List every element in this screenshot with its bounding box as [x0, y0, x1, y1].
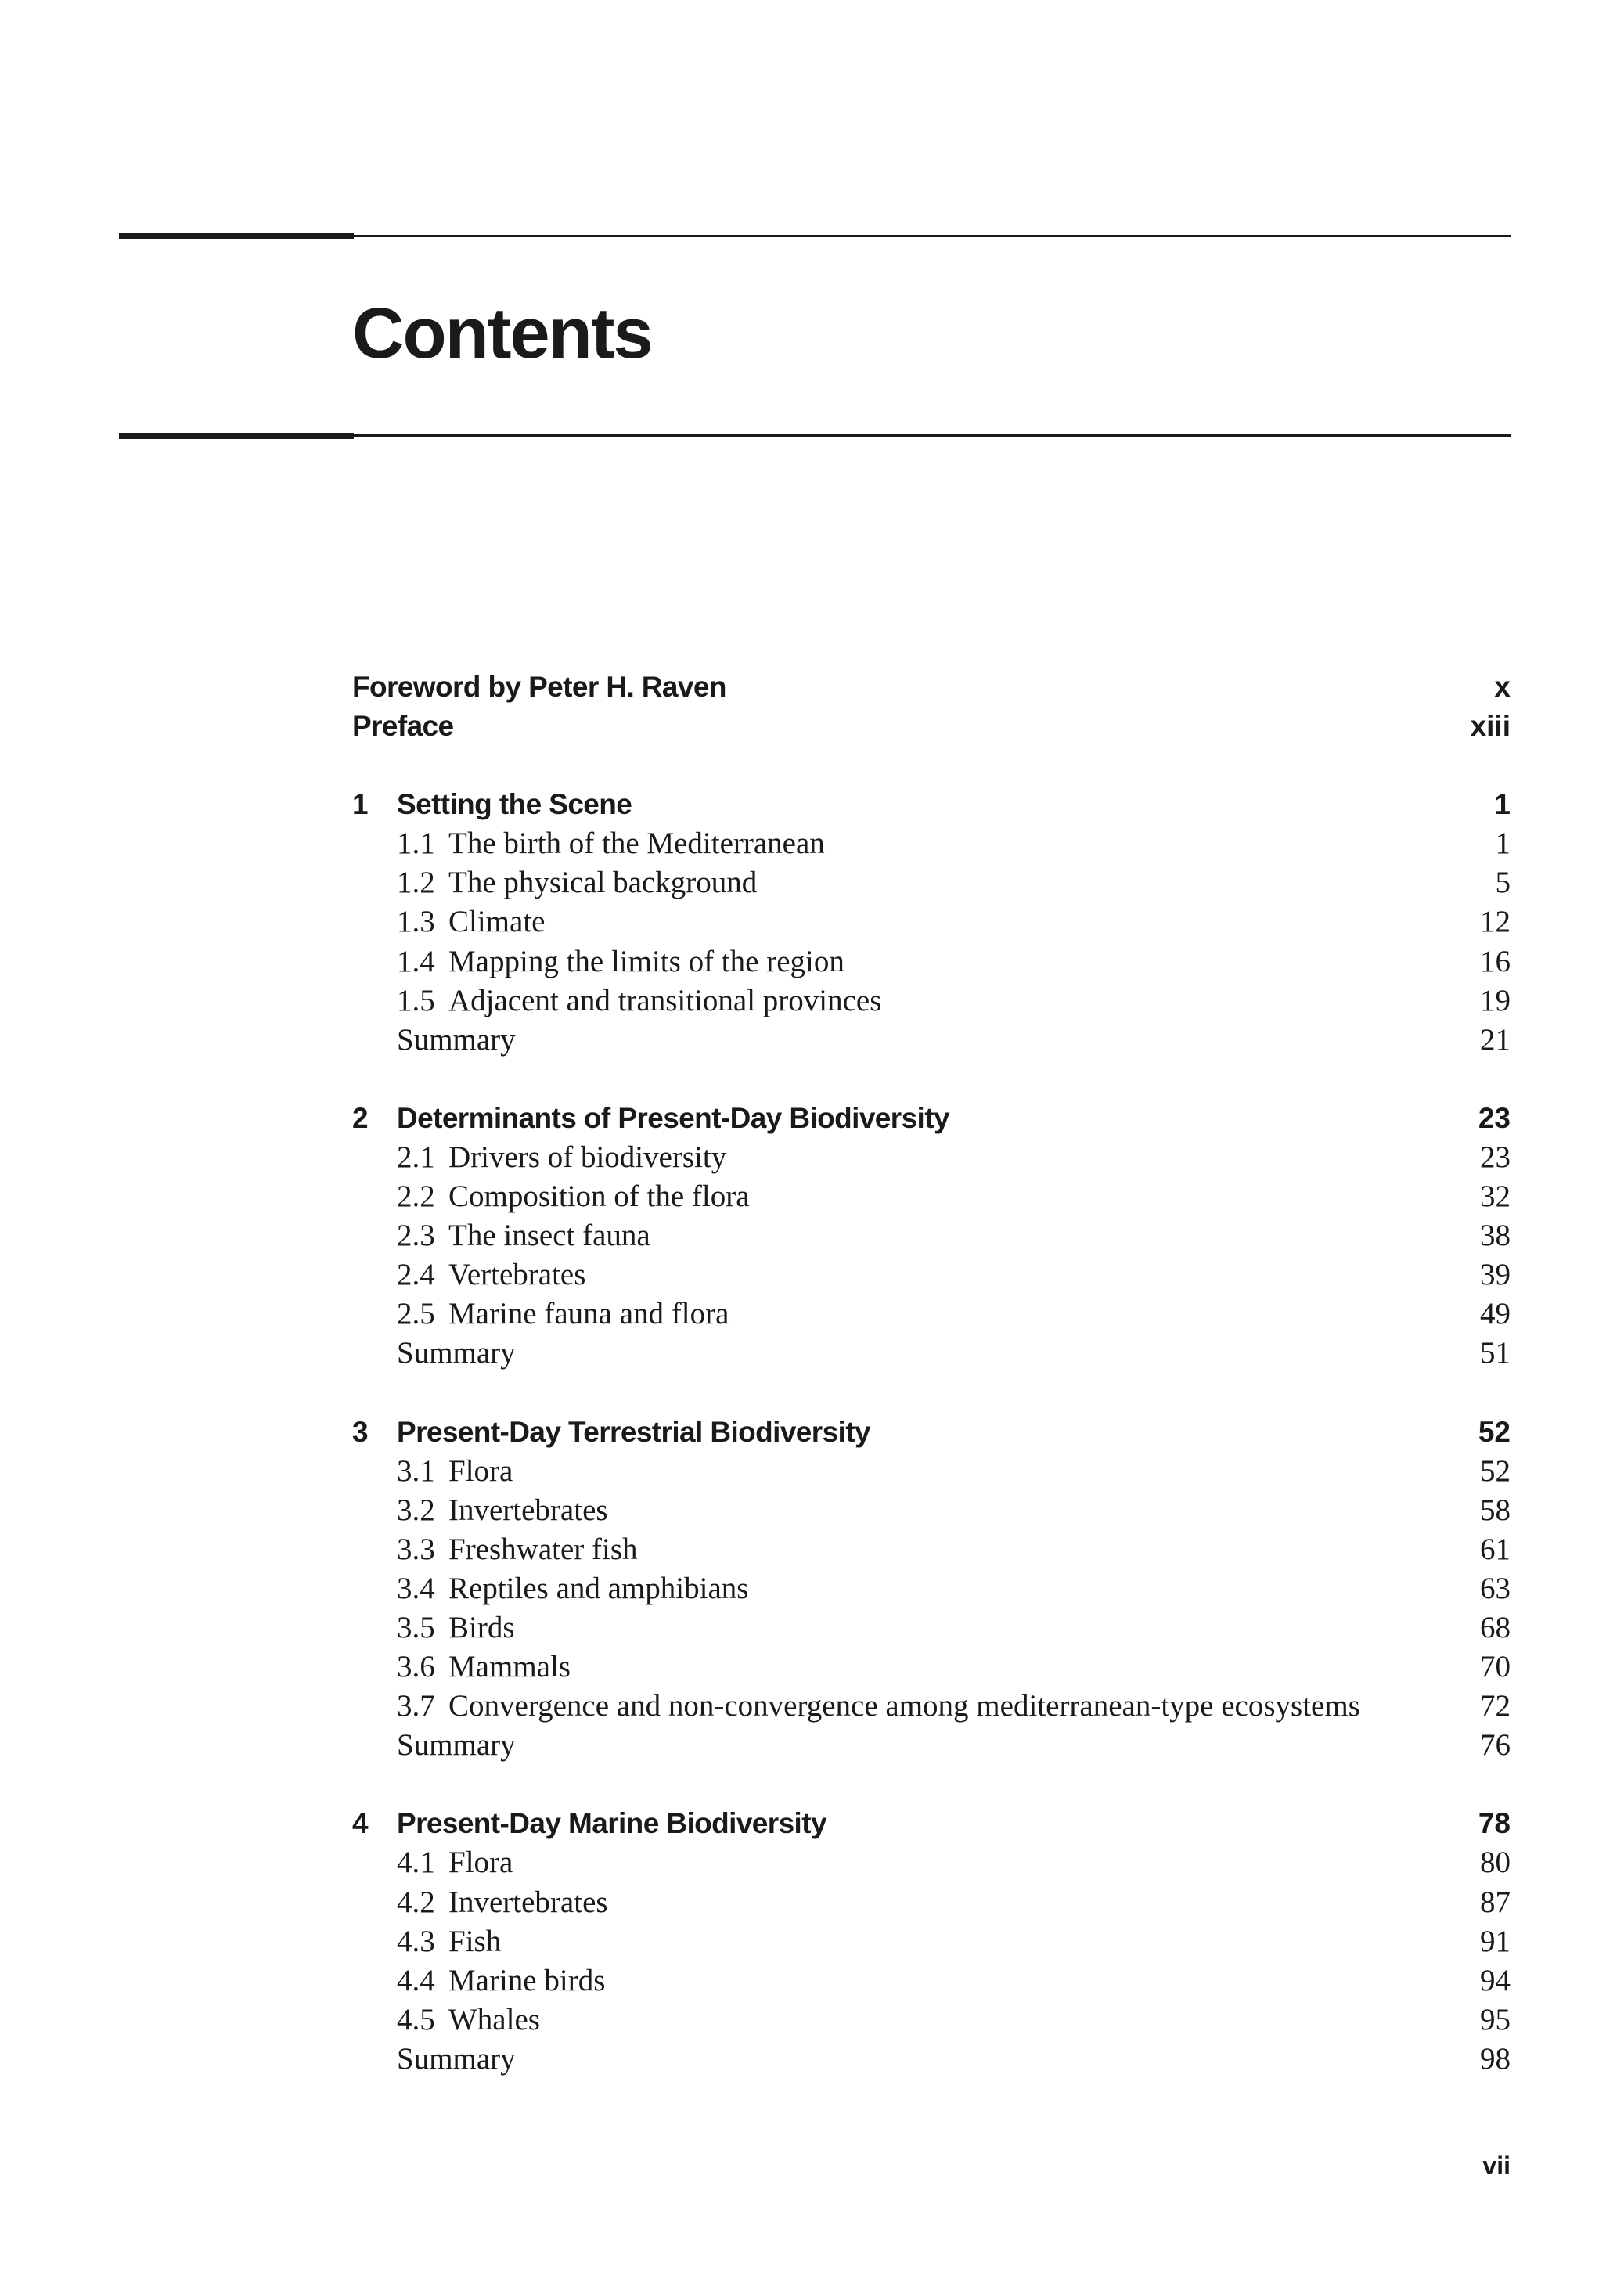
toc-section-entry[interactable]: [352, 1138, 1511, 1177]
toc-section-number: 2.1: [397, 1140, 435, 1174]
toc-chapter-page: 1: [1494, 788, 1511, 821]
toc-section-entry[interactable]: [352, 1530, 1511, 1569]
toc-section-title: Whales: [448, 2002, 540, 2037]
bottom-rule-thick: [119, 433, 354, 439]
toc-section-number: 3.2: [397, 1493, 435, 1527]
toc-section-page: 16: [1480, 944, 1511, 978]
toc-section-number: 2.4: [397, 1258, 435, 1292]
toc-section-number: 2.5: [397, 1297, 435, 1331]
toc-section-title: Birds: [448, 1610, 515, 1644]
toc-section-entry[interactable]: [352, 1883, 1511, 1922]
toc-section-page: 91: [1480, 1924, 1511, 1958]
toc-chapter-number: 1: [352, 788, 368, 821]
toc-section-page: 68: [1480, 1610, 1511, 1644]
toc-section-title: Vertebrates: [448, 1258, 586, 1292]
toc-section-title: Adjacent and transitional provinces: [448, 983, 882, 1017]
toc-section-heading: [397, 902, 545, 942]
toc-section-number: 4.1: [397, 1846, 435, 1880]
toc-section-entry[interactable]: [352, 902, 1511, 942]
toc-section-page: 49: [1480, 1297, 1511, 1331]
toc-section-heading: [397, 1530, 638, 1569]
toc-chapter-heading: [352, 785, 632, 824]
toc-section-heading: [397, 1569, 748, 1608]
toc-summary-title: Summary: [397, 1022, 516, 1057]
toc-section-entry[interactable]: [352, 1961, 1511, 2001]
toc-section-title: Drivers of biodiversity: [448, 1140, 727, 1174]
toc-section-number: 3.3: [397, 1532, 435, 1566]
toc-section-page: 87: [1480, 1885, 1511, 1919]
toc-section-page: 1: [1495, 826, 1511, 861]
toc-front-matter-entry[interactable]: [352, 668, 1511, 707]
toc-section-title: Marine fauna and flora: [448, 1297, 729, 1331]
toc-section-heading: [397, 824, 825, 863]
toc-chapter-entry[interactable]: [352, 1804, 1511, 1843]
toc-chapter-page: 23: [1478, 1101, 1511, 1134]
toc-section-title: The birth of the Mediterranean: [448, 826, 825, 861]
toc-chapter-number: 2: [352, 1101, 368, 1134]
toc-chapter-number: 3: [352, 1415, 368, 1448]
toc-section-heading: [397, 1608, 515, 1648]
toc-section-heading: [397, 1295, 729, 1334]
toc-section-page: 52: [1480, 1453, 1511, 1488]
toc-section-entry[interactable]: [352, 1922, 1511, 1961]
toc-section-entry[interactable]: [352, 1491, 1511, 1530]
toc-section-page: 5: [1495, 866, 1511, 900]
toc-summary-title: Summary: [397, 1728, 516, 1763]
toc-section-entry[interactable]: [352, 1255, 1511, 1295]
toc-section-heading: [397, 1138, 726, 1177]
top-rule-thick: [119, 233, 354, 239]
toc-chapter-title: Present-Day Marine Biodiversity: [397, 1807, 826, 1840]
toc-chapter-page: 78: [1478, 1807, 1511, 1840]
toc-section-title: Invertebrates: [448, 1885, 608, 1919]
toc-section-title: The insect fauna: [448, 1219, 650, 1253]
toc-section-entry[interactable]: [352, 1608, 1511, 1648]
toc-summary-title: Summary: [397, 1336, 516, 1370]
toc-chapter-page: 52: [1478, 1415, 1511, 1448]
toc-section-entry[interactable]: [352, 824, 1511, 863]
toc-section-title: The physical background: [448, 866, 758, 900]
toc-section-number: 1.5: [397, 983, 435, 1017]
toc-chapter-title: Present-Day Terrestrial Biodiversity: [397, 1415, 870, 1448]
toc-section-page: 80: [1480, 1846, 1511, 1880]
toc-chapter-entry[interactable]: [352, 785, 1511, 824]
toc-entry-title: Preface: [352, 710, 454, 743]
toc-section-title: Mapping the limits of the region: [448, 944, 844, 978]
toc-section-page: 61: [1480, 1532, 1511, 1566]
toc-section-title: Freshwater fish: [448, 1532, 638, 1566]
toc-section-number: 1.1: [397, 826, 435, 861]
toc-section-title: Reptiles and amphibians: [448, 1571, 749, 1605]
toc-section-heading: [397, 863, 757, 902]
toc-section-page: 23: [1480, 1140, 1511, 1174]
toc-section-page: 95: [1480, 2002, 1511, 2037]
toc-section-title: Marine birds: [448, 1963, 606, 1997]
toc-section-entry[interactable]: [352, 1177, 1511, 1216]
toc-chapter-entry[interactable]: [352, 1099, 1511, 1138]
toc-section-title: Flora: [448, 1846, 513, 1880]
toc-section-page: 38: [1480, 1219, 1511, 1253]
toc-chapter-title: Determinants of Present-Day Biodiversity: [397, 1101, 949, 1134]
toc-section-page: 39: [1480, 1258, 1511, 1292]
toc-section-page: 32: [1480, 1179, 1511, 1214]
toc-section-number: 4.3: [397, 1924, 435, 1958]
top-rule-thin: [354, 235, 1511, 237]
toc-section-title: Invertebrates: [448, 1493, 608, 1527]
toc-summary-entry[interactable]: [352, 2040, 1511, 2079]
toc-section-number: 3.6: [397, 1650, 435, 1684]
toc-section-entry[interactable]: [352, 1295, 1511, 1334]
toc-section-title: Convergence and non-convergence among mediterranean-type ecosystems: [448, 1689, 1360, 1723]
toc-section-entry[interactable]: [352, 863, 1511, 902]
toc-section-number: 3.4: [397, 1571, 435, 1605]
toc-section-title: Mammals: [448, 1650, 571, 1684]
toc-chapter-number: 4: [352, 1807, 368, 1840]
toc-section-heading: [397, 1216, 650, 1255]
toc-section-heading: [397, 1648, 571, 1687]
toc-section-title: Flora: [448, 1453, 513, 1488]
page-title: Contents: [352, 293, 652, 373]
toc-chapter-heading: [352, 1099, 949, 1138]
toc-section-heading: [397, 1843, 513, 1882]
toc-section-heading: [397, 1883, 608, 1922]
toc-section-heading: [397, 2001, 540, 2040]
toc-section-heading: [397, 1177, 750, 1216]
toc-section-number: 1.4: [397, 944, 435, 978]
toc-section-number: 4.2: [397, 1885, 435, 1919]
toc-summary-page: 51: [1480, 1336, 1511, 1370]
toc-section-entry[interactable]: [352, 1452, 1511, 1491]
toc-section-page: 19: [1480, 983, 1511, 1017]
toc-section-heading: [397, 942, 844, 981]
toc-section-page: 12: [1480, 905, 1511, 939]
toc-section-page: 58: [1480, 1493, 1511, 1527]
toc-entry-title: Foreword by Peter H. Raven: [352, 671, 726, 703]
toc-summary-page: 76: [1480, 1728, 1511, 1763]
toc-summary-entry[interactable]: [352, 1334, 1511, 1373]
toc-front-matter-entry[interactable]: [352, 707, 1511, 746]
toc-entry-page: xiii: [1470, 710, 1511, 743]
toc-section-title: Climate: [448, 905, 546, 939]
toc-section-heading: [397, 981, 881, 1021]
table-of-contents: [352, 668, 1511, 2118]
toc-summary-page: 98: [1480, 2041, 1511, 2076]
toc-summary-title: Summary: [397, 2041, 516, 2076]
toc-section-entry[interactable]: [352, 981, 1511, 1021]
toc-section-number: 1.2: [397, 866, 435, 900]
toc-section-entry[interactable]: [352, 1843, 1511, 1882]
toc-section-page: 70: [1480, 1650, 1511, 1684]
toc-section-entry[interactable]: [352, 1216, 1511, 1255]
toc-entry-page: x: [1494, 671, 1511, 703]
toc-summary-page: 21: [1480, 1022, 1511, 1057]
toc-section-number: 2.3: [397, 1219, 435, 1253]
toc-chapter-entry[interactable]: [352, 1413, 1511, 1452]
toc-section-number: 3.7: [397, 1689, 435, 1723]
toc-section-heading: [397, 1491, 608, 1530]
bottom-rule-thin: [354, 434, 1511, 437]
toc-section-entry[interactable]: [352, 1569, 1511, 1608]
toc-chapter-heading: [352, 1413, 870, 1452]
toc-section-heading: [397, 1255, 585, 1295]
toc-section-page: 94: [1480, 1963, 1511, 1997]
toc-section-heading: [397, 1961, 605, 2001]
toc-summary-entry[interactable]: [352, 1021, 1511, 1060]
toc-section-title: Composition of the flora: [448, 1179, 750, 1214]
toc-section-heading: [397, 1687, 1360, 1726]
toc-section-entry[interactable]: [352, 942, 1511, 981]
toc-section-entry[interactable]: [352, 2001, 1511, 2040]
toc-section-number: 4.5: [397, 2002, 435, 2037]
toc-chapter-title: Setting the Scene: [397, 788, 632, 821]
toc-section-number: 3.5: [397, 1610, 435, 1644]
toc-section-heading: [397, 1452, 513, 1491]
toc-section-page: 63: [1480, 1571, 1511, 1605]
toc-section-title: Fish: [448, 1924, 502, 1958]
toc-section-number: 2.2: [397, 1179, 435, 1214]
toc-section-heading: [397, 1922, 501, 1961]
toc-section-entry[interactable]: [352, 1648, 1511, 1687]
toc-section-page: 72: [1480, 1689, 1511, 1723]
toc-section-entry[interactable]: [352, 1687, 1511, 1726]
toc-section-number: 4.4: [397, 1963, 435, 1997]
toc-chapter-heading: [352, 1804, 826, 1843]
toc-section-number: 1.3: [397, 905, 435, 939]
toc-summary-entry[interactable]: [352, 1726, 1511, 1765]
toc-section-number: 3.1: [397, 1453, 435, 1488]
page-number: vii: [1482, 2152, 1511, 2180]
